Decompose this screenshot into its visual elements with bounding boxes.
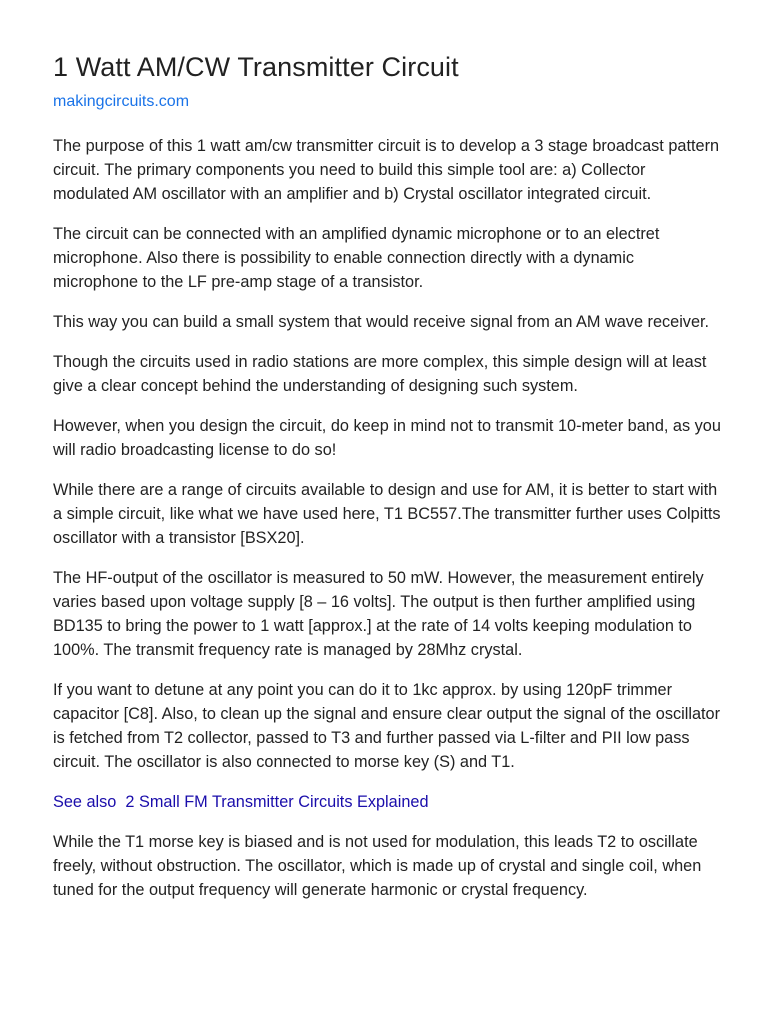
paragraph-7: The HF-output of the oscillator is measured to 50 mW. However, the measurement entirely varies based upon voltage supply [8 – 16 volts]. The output is then further amplified using BD135 to bring the power to 1 watt [approx.] at the rate of 14 volts keeping modulation to 100%. The transmit frequency rate is managed by 28Mhz crystal. <box>53 569 704 659</box>
paragraph-6: While there are a range of circuits available to design and use for AM, it is better to start with a simple circuit, like what we have used here, T1 BC557.The transmitter further uses Colpitts oscillator with a transistor [BSX20]. <box>53 481 721 547</box>
article-body <box>53 134 721 902</box>
paragraph-8: If you want to detune at any point you can do it to 1kc approx. by using 120pF trimmer capacitor [C8]. Also, to clean up the signal and ensure clear output the signal of the oscillator is fetched from T2 collector, passed to T3 and further passed via L-filter and PII low pass circuit. The oscillator is also connected to morse key (S) and T1. <box>53 681 721 771</box>
paragraph-5: However, when you design the circuit, do keep in mind not to transmit 10-meter band, as you will radio broadcasting license to do so! <box>53 417 721 459</box>
see-also-link[interactable]: See also 2 Small FM Transmitter Circuits Explained <box>53 793 429 811</box>
paragraph-3: This way you can build a small system that would receive signal from an AM wave receiver. <box>53 313 710 331</box>
paragraph-2: The circuit can be connected with an amplified dynamic microphone or to an electret microphone. Also there is possibility to enable connection directly with a dynamic microphone to the LF pre-amp stage of a transistor. <box>53 225 660 291</box>
paragraph-9: While the T1 morse key is biased and is not used for modulation, this leads T2 to oscillate freely, without obstruction. The oscillator, which is made up of crystal and single coil, when tuned for the output frequency will generate harmonic or crystal frequency. <box>53 833 702 899</box>
source-link[interactable]: makingcircuits.com <box>53 93 190 110</box>
page-title: 1 Watt AM/CW Transmitter Circuit <box>53 52 459 82</box>
paragraph-1: The purpose of this 1 watt am/cw transmitter circuit is to develop a 3 stage broadcast pattern circuit. The primary components you need to build this simple tool are: a) Collector modulated AM oscillator with an amplifier and b) Crystal oscillator integrated circuit. <box>53 137 720 203</box>
paragraph-4: Though the circuits used in radio stations are more complex, this simple design will at least give a clear concept behind the understanding of designing such system. <box>53 353 707 395</box>
